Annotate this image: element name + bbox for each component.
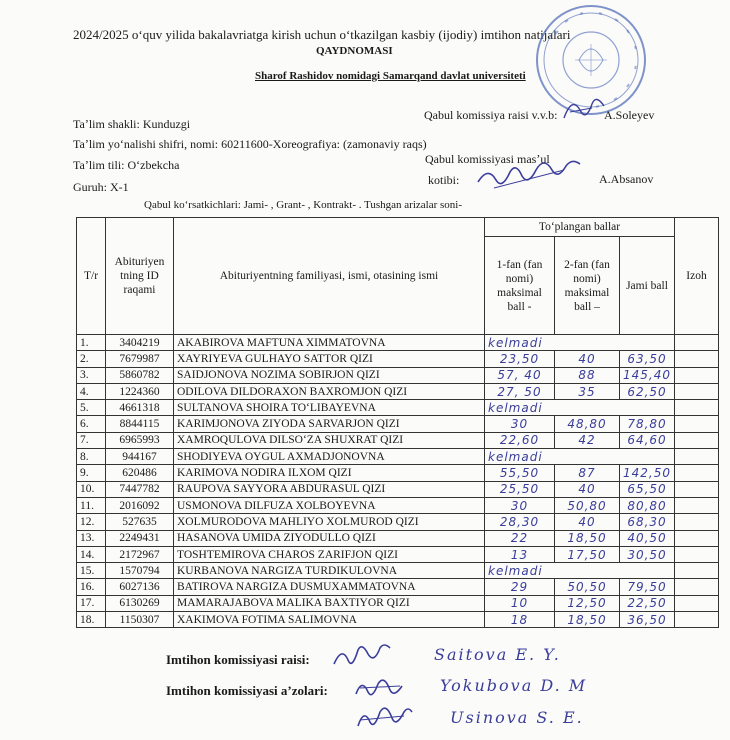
chair-name: A.Soleyev bbox=[604, 108, 655, 122]
table-row bbox=[77, 449, 719, 465]
subject1-score: 55,50 bbox=[485, 465, 555, 481]
applicant-id: 6130269 bbox=[106, 595, 174, 611]
applicant-id: 1224360 bbox=[106, 383, 174, 399]
results-table bbox=[76, 217, 719, 628]
subject2-score: 42 bbox=[555, 432, 620, 448]
subject2-score: 50,50 bbox=[555, 579, 620, 595]
member1-signature-icon bbox=[352, 672, 412, 704]
col-header-num: T/r bbox=[77, 218, 106, 335]
applicant-name: USMONOVA DILFUZA XOLBOYEVNA bbox=[174, 497, 485, 513]
note-cell bbox=[675, 351, 719, 367]
table-row bbox=[77, 595, 719, 611]
exam-chair-name-handwritten: Saitova E. Y. bbox=[434, 645, 561, 664]
subject2-score: 87 bbox=[555, 465, 620, 481]
subject2-score: 18,50 bbox=[555, 612, 620, 628]
subject1-score: 28,30 bbox=[485, 514, 555, 530]
exam-members-label: Imtihon komissiyasi aʼzolari: bbox=[166, 683, 328, 698]
applicant-id: 2249431 bbox=[106, 530, 174, 546]
table-row bbox=[77, 579, 719, 595]
subject2-score: 50,80 bbox=[555, 497, 620, 513]
applicant-id: 4661318 bbox=[106, 400, 174, 416]
subject1-score: 25,50 bbox=[485, 481, 555, 497]
row-number: 14. bbox=[77, 546, 106, 562]
note-cell bbox=[675, 563, 719, 579]
note-cell bbox=[675, 546, 719, 562]
chair-label: Qabul komissiya raisi v.v.b: bbox=[424, 108, 558, 122]
subject1-score: 23,50 bbox=[485, 351, 555, 367]
applicant-id: 8844115 bbox=[106, 416, 174, 432]
study-language: Taʼlim tili: Oʻzbekcha bbox=[73, 158, 180, 172]
applicant-name: MAMARAJABOVA MALIKA BAXTIYOR QIZI bbox=[174, 595, 485, 611]
absent-mark: kelmadi bbox=[485, 563, 675, 579]
secretary-label: Qabul komissiyasi masʼul bbox=[425, 152, 550, 166]
applicant-name: BATIROVA NARGIZA DUSMUXAMMATOVNA bbox=[174, 579, 485, 595]
note-cell bbox=[675, 497, 719, 513]
table-row bbox=[77, 612, 719, 628]
note-cell bbox=[675, 383, 719, 399]
col-header-name: Abituriyentning familiyasi, ismi, otasining ismi bbox=[174, 218, 485, 335]
total-score: 80,80 bbox=[620, 497, 675, 513]
table-row bbox=[77, 481, 719, 497]
row-number: 13. bbox=[77, 530, 106, 546]
applicant-id: 7679987 bbox=[106, 351, 174, 367]
note-cell bbox=[675, 612, 719, 628]
row-number: 10. bbox=[77, 481, 106, 497]
row-number: 2. bbox=[77, 351, 106, 367]
document-subtitle: QAYDNOMASI bbox=[316, 45, 393, 57]
total-score: 30,50 bbox=[620, 546, 675, 562]
note-cell bbox=[675, 530, 719, 546]
secretary-name: A.Absanov bbox=[599, 172, 654, 186]
subject1-score: 22,60 bbox=[485, 432, 555, 448]
note-cell bbox=[675, 595, 719, 611]
subject2-score: 12,50 bbox=[555, 595, 620, 611]
note-cell bbox=[675, 465, 719, 481]
applicant-name: SHODIYEVA OYGUL AXMADJONOVNA bbox=[174, 449, 485, 465]
total-score: 142,50 bbox=[620, 465, 675, 481]
row-number: 12. bbox=[77, 514, 106, 530]
col-header-subject1: 1-fan (fan nomi) maksimal ball - bbox=[485, 237, 555, 335]
row-number: 9. bbox=[77, 465, 106, 481]
exam-chair-signature-icon bbox=[330, 640, 394, 672]
subject1-score: 30 bbox=[485, 497, 555, 513]
table-row bbox=[77, 563, 719, 579]
row-number: 7. bbox=[77, 432, 106, 448]
group-label: Guruh: X-1 bbox=[73, 180, 129, 194]
study-direction: Taʼlim yoʻnalishi shifri, nomi: 60211600-Xoreografiya: (zamonaviy raqs) bbox=[73, 137, 427, 151]
total-score: 36,50 bbox=[620, 612, 675, 628]
subject1-score: 18 bbox=[485, 612, 555, 628]
exam-chair-label: Imtihon komissiyasi raisi: bbox=[166, 652, 310, 667]
subject1-score: 13 bbox=[485, 546, 555, 562]
applicant-id: 527635 bbox=[106, 514, 174, 530]
secretary-label-2: kotibi: bbox=[428, 173, 460, 187]
table-row bbox=[77, 514, 719, 530]
total-score: 68,30 bbox=[620, 514, 675, 530]
subject1-score: 22 bbox=[485, 530, 555, 546]
note-cell bbox=[675, 579, 719, 595]
secretary-signature-icon bbox=[474, 160, 590, 194]
table-row bbox=[77, 400, 719, 416]
note-cell bbox=[675, 367, 719, 383]
note-cell bbox=[675, 449, 719, 465]
col-header-subject2: 2-fan (fan nomi) maksimal ball – bbox=[555, 237, 620, 335]
table-row bbox=[77, 367, 719, 383]
col-header-id: Abituriyen tning ID raqami bbox=[106, 218, 174, 335]
applicant-name: XAYRIYEVA GULHAYO SATTOR QIZI bbox=[174, 351, 485, 367]
total-score: 145,40 bbox=[620, 367, 675, 383]
total-score: 40,50 bbox=[620, 530, 675, 546]
applicant-name: XAKIMOVA FOTIMA SALIMOVNA bbox=[174, 612, 485, 628]
note-cell bbox=[675, 335, 719, 351]
table-row bbox=[77, 351, 719, 367]
applicant-id: 2172967 bbox=[106, 546, 174, 562]
row-number: 15. bbox=[77, 563, 106, 579]
row-number: 11. bbox=[77, 497, 106, 513]
total-score: 79,50 bbox=[620, 579, 675, 595]
subject1-score: 27, 50 bbox=[485, 383, 555, 399]
table-row bbox=[77, 497, 719, 513]
row-number: 1. bbox=[77, 335, 106, 351]
subject1-score: 57, 40 bbox=[485, 367, 555, 383]
applicant-name: AKABIROVA MAFTUNA XIMMATOVNA bbox=[174, 335, 485, 351]
subject2-score: 17,50 bbox=[555, 546, 620, 562]
subject2-score: 48,80 bbox=[555, 416, 620, 432]
member2-name-handwritten: Usinova S. E. bbox=[450, 708, 584, 727]
subject1-score: 29 bbox=[485, 579, 555, 595]
applicant-name: HASANOVA UMIDA ZIYODULLO QIZI bbox=[174, 530, 485, 546]
applicant-name: SAIDJONOVA NOZIMA SOBIRJON QIZI bbox=[174, 367, 485, 383]
total-score: 64,60 bbox=[620, 432, 675, 448]
subject1-score: 30 bbox=[485, 416, 555, 432]
row-number: 3. bbox=[77, 367, 106, 383]
applicant-id: 944167 bbox=[106, 449, 174, 465]
applicant-name: RAUPOVA SAYYORA ABDURASUL QIZI bbox=[174, 481, 485, 497]
applicant-name: XOLMURODOVA MAHLIYO XOLMUROD QIZI bbox=[174, 514, 485, 530]
table-row bbox=[77, 416, 719, 432]
applicant-id: 2016092 bbox=[106, 497, 174, 513]
total-score: 62,50 bbox=[620, 383, 675, 399]
subject2-score: 40 bbox=[555, 351, 620, 367]
applicant-name: ODILOVA DILDORAXON BAXROMJON QIZI bbox=[174, 383, 485, 399]
note-cell bbox=[675, 400, 719, 416]
applicant-name: KARIMOVA NODIRA ILXOM QIZI bbox=[174, 465, 485, 481]
applicant-id: 6965993 bbox=[106, 432, 174, 448]
subject1-score: 10 bbox=[485, 595, 555, 611]
row-number: 16. bbox=[77, 579, 106, 595]
subject2-score: 35 bbox=[555, 383, 620, 399]
absent-mark: kelmadi bbox=[485, 400, 675, 416]
applicant-name: XAMROQULOVA DILSOʻZA SHUXRAT QIZI bbox=[174, 432, 485, 448]
col-header-total: Jami ball bbox=[620, 237, 675, 335]
total-score: 78,80 bbox=[620, 416, 675, 432]
col-header-note: Izoh bbox=[675, 218, 719, 335]
row-number: 4. bbox=[77, 383, 106, 399]
subject2-score: 40 bbox=[555, 481, 620, 497]
applicant-id: 7447782 bbox=[106, 481, 174, 497]
row-number: 6. bbox=[77, 416, 106, 432]
row-number: 5. bbox=[77, 400, 106, 416]
note-cell bbox=[675, 416, 719, 432]
applicant-id: 3404219 bbox=[106, 335, 174, 351]
note-cell bbox=[675, 432, 719, 448]
row-number: 18. bbox=[77, 612, 106, 628]
applicant-id: 1570794 bbox=[106, 563, 174, 579]
subject2-score: 40 bbox=[555, 514, 620, 530]
table-row bbox=[77, 546, 719, 562]
table-row bbox=[77, 530, 719, 546]
row-number: 8. bbox=[77, 449, 106, 465]
table-row bbox=[77, 465, 719, 481]
applicant-id: 6027136 bbox=[106, 579, 174, 595]
chair-signature-icon bbox=[560, 92, 608, 126]
absent-mark: kelmadi bbox=[485, 335, 675, 351]
total-score: 63,50 bbox=[620, 351, 675, 367]
applicant-name: SULTANOVA SHOIRA TOʻLIBAYEVNA bbox=[174, 400, 485, 416]
applicant-id: 5860782 bbox=[106, 367, 174, 383]
subject2-score: 88 bbox=[555, 367, 620, 383]
subject2-score: 18,50 bbox=[555, 530, 620, 546]
applicant-name: KURBANOVA NARGIZA TURDIKULOVNA bbox=[174, 563, 485, 579]
member2-signature-icon bbox=[354, 702, 414, 736]
table-row bbox=[77, 335, 719, 351]
row-number: 17. bbox=[77, 595, 106, 611]
note-cell bbox=[675, 481, 719, 497]
applicant-id: 620486 bbox=[106, 465, 174, 481]
total-score: 22,50 bbox=[620, 595, 675, 611]
note-cell bbox=[675, 514, 719, 530]
table-row bbox=[77, 432, 719, 448]
admission-indicators: Qabul koʻrsatkichlari: Jami- , Grant- , Kontrakt- . Tushgan arizalar soni- bbox=[144, 199, 463, 211]
member1-name-handwritten: Yokubova D. M bbox=[440, 676, 588, 695]
total-score: 65,50 bbox=[620, 481, 675, 497]
applicant-name: TOSHTEMIROVA CHAROS ZARIFJON QIZI bbox=[174, 546, 485, 562]
col-header-scores: Toʻplangan ballar bbox=[485, 218, 675, 237]
absent-mark: kelmadi bbox=[485, 449, 675, 465]
study-form: Taʼlim shakli: Kunduzgi bbox=[73, 117, 191, 131]
applicant-id: 1150307 bbox=[106, 612, 174, 628]
document-title: 2024/2025 oʻquv yilida bakalavriatga kirish uchun oʻtkazilgan kasbiy (ijodiy) imtihon natijalari bbox=[73, 27, 571, 42]
applicant-name: KARIMJONOVA ZIYODA SARVARJON QIZI bbox=[174, 416, 485, 432]
university-name: Sharof Rashidov nomidagi Samarqand davlat universiteti bbox=[255, 70, 526, 82]
table-row bbox=[77, 383, 719, 399]
